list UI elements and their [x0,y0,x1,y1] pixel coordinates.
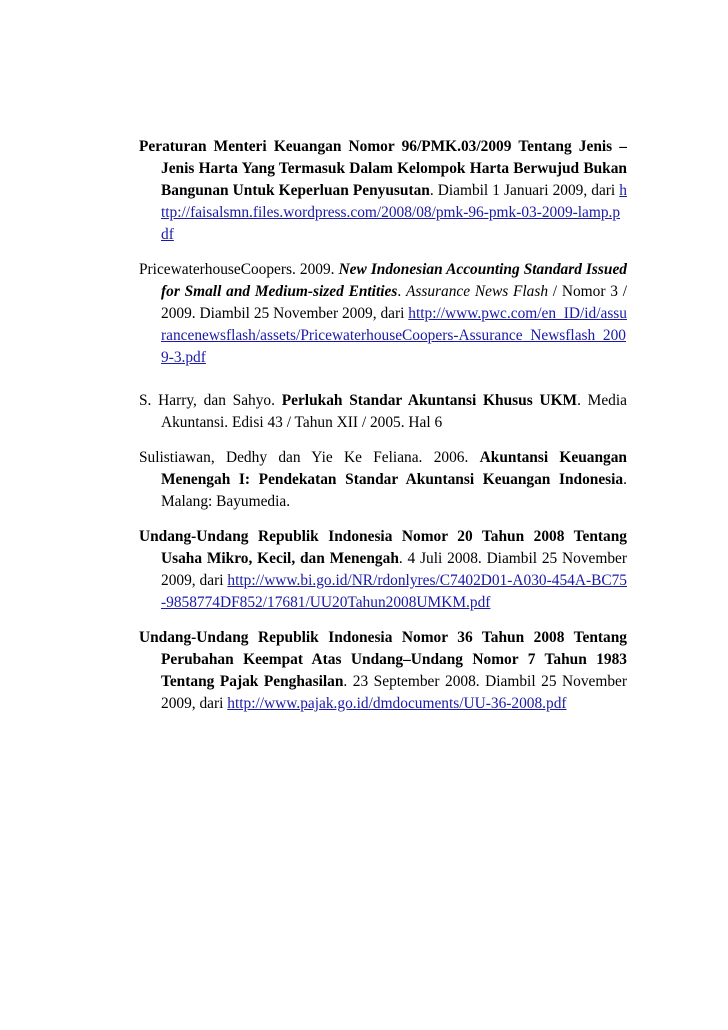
reference-author: PricewaterhouseCoopers. 2009. [139,261,339,278]
reference-title: Undang-Undang Republik Indonesia Nomor 20 Tahun 2008 Tentang Usaha Mikro, Kecil, dan Menengah [139,528,627,567]
reference-item-harry [139,390,627,434]
reference-link[interactable]: http://faisalsmn.files.wordpress.com/2008/08/pmk-96-pmk-03-2009-lamp.pdf [161,182,627,243]
reference-link[interactable]: http://www.pwc.com/en_ID/id/assurancenewsflash/assets/PricewaterhouseCoopers-Assurance_Newsflash_2009-3.pdf [161,305,627,366]
reference-details: . 4 Juli 2008. Diambil 25 November 2009, dari [161,550,627,589]
reference-details: . Media Akuntansi. Edisi 43 / Tahun XII / 2005. Hal 6 [161,392,627,431]
reference-title: Akuntansi Keuangan Menengah I: Pendekatan Standar Akuntansi Keuangan Indonesia [161,449,627,488]
reference-details: / Nomor 3 / 2009. Diambil 25 November 2009, dari [161,283,627,322]
reference-item-uu36 [139,627,627,715]
reference-author: S. Harry, dan Sahyo. [139,392,282,409]
reference-list [139,136,627,715]
reference-details: . 23 September 2008. Diambil 25 November 2009, dari [161,673,628,712]
reference-title: Undang-Undang Republik Indonesia Nomor 36 Tahun 2008 Tentang Perubahan Keempat Atas Undang–Undang Nomor 7 Tahun 1983 Tentang Pajak Penghasilan [139,629,627,690]
reference-separator: . [397,283,406,300]
reference-details: . Diambil 1 Januari 2009, dari [429,182,620,199]
reference-item-sulistiawan [139,447,627,513]
reference-details: . Malang: Bayumedia. [161,471,627,510]
reference-author: Sulistiawan, Dedhy dan Yie Ke Feliana. 2006. [139,449,480,466]
reference-item-pmk [139,136,627,246]
reference-link[interactable]: http://www.pajak.go.id/dmdocuments/UU-36-2008.pdf [227,695,567,712]
reference-title: Perlukah Standar Akuntansi Khusus UKM [281,392,578,409]
reference-title: Peraturan Menteri Keuangan Nomor 96/PMK.03/2009 Tentang Jenis – Jenis Harta Yang Termasuk Dalam Kelompok Harta Berwujud Bukan Bangunan Untuk Keperluan Penyusutan [139,138,627,199]
reference-link[interactable]: http://www.bi.go.id/NR/rdonlyres/C7402D01-A030-454A-BC75-9858774DF852/17681/UU20Tahun2008UMKM.pdf [161,572,627,611]
reference-item-uu20 [139,526,627,614]
reference-series: Assurance News Flash [405,283,549,300]
reference-title: New Indonesian Accounting Standard Issued for Small and Medium-sized Entities [161,261,627,300]
reference-item-pwc [139,259,627,369]
